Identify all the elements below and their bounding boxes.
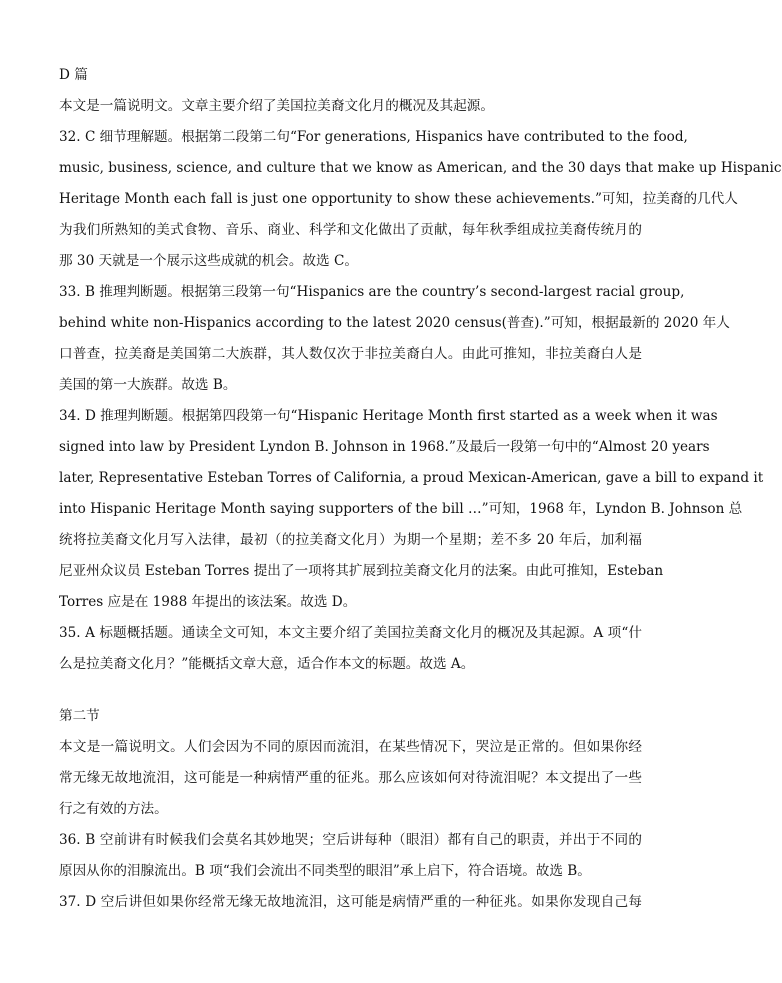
section-d-intro: 本文是一篇说明文。文章主要介绍了美国拉美裔文化月的概况及其起源。 bbox=[59, 98, 494, 114]
section-2-heading: 第二节 bbox=[59, 708, 100, 724]
answer-34-line: into Hispanic Heritage Month saying supporters of the bill …”可知，1968 年，Lyndon B. Johnson 总 bbox=[59, 501, 743, 517]
answer-35-line: 么是拉美裔文化月？”能概括文章大意，适合作本文的标题。故选 A。 bbox=[59, 656, 475, 672]
answer-36-line: 36. B 空前讲有时候我们会莫名其妙地哭；空后讲每种（眼泪）都有自己的职责，并出于不同的 bbox=[59, 832, 642, 848]
answer-32-line: music, business, science, and culture that we know as American, and the 30 days that make up Hispanic bbox=[59, 160, 782, 176]
answer-34-line: 统将拉美裔文化月写入法律，最初（的拉美裔文化月）为期一个星期；差不多 20 年后，加利福 bbox=[59, 532, 642, 548]
answer-34-line: Torres 应是在 1988 年提出的该法案。故选 D。 bbox=[59, 594, 357, 610]
answer-35 bbox=[59, 618, 642, 680]
section-2-intro bbox=[59, 732, 642, 825]
answer-36-line: 原因从你的泪腺流出。B 项“我们会流出不同类型的眼泪”承上启下，符合语境。故选 B。 bbox=[59, 863, 591, 879]
section-2-intro-line: 常无缘无故地流泪，这可能是一种病情严重的征兆。那么应该如何对待流泪呢？本文提出了一些 bbox=[59, 770, 642, 786]
answer-33-line: 33. B 推理判断题。根据第三段第一句“Hispanics are the country’s second-largest racial group, bbox=[59, 284, 685, 300]
answer-34-line: 34. D 推理判断题。根据第四段第一句“Hispanic Heritage Month first started as a week when it was bbox=[59, 408, 718, 424]
answer-34-line: signed into law by President Lyndon B. Johnson in 1968.”及最后一段第一句中的“Almost 20 years bbox=[59, 439, 710, 455]
answer-33-line: 美国的第一大族群。故选 B。 bbox=[59, 377, 237, 393]
answer-32 bbox=[59, 122, 782, 277]
answer-33 bbox=[59, 277, 730, 401]
document-page bbox=[59, 60, 782, 918]
section-2-intro-line: 本文是一篇说明文。人们会因为不同的原因而流泪，在某些情况下，哭泣是正常的。但如果你经 bbox=[59, 739, 642, 755]
answer-32-line: Heritage Month each fall is just one opportunity to show these achievements.”可知，拉美裔的几代人 bbox=[59, 191, 738, 207]
section-2-intro-line: 行之有效的方法。 bbox=[59, 801, 168, 817]
answer-34-line: 尼亚州众议员 Esteban Torres 提出了一项将其扩展到拉美裔文化月的法案。由此可推知，Esteban bbox=[59, 563, 664, 579]
answer-32-line: 那 30 天就是一个展示这些成就的机会。故选 C。 bbox=[59, 253, 358, 269]
section-spacer bbox=[59, 680, 642, 701]
section-d-heading: D 篇 bbox=[59, 67, 88, 83]
answer-34 bbox=[59, 401, 764, 618]
answer-35-line: 35. A 标题概括题。通读全文可知，本文主要介绍了美国拉美裔文化月的概况及其起源。A 项“什 bbox=[59, 625, 642, 641]
answer-36 bbox=[59, 825, 642, 887]
answer-37-line: 37. D 空后讲但如果你经常无缘无故地流泪，这可能是病情严重的一种征兆。如果你发现自己每 bbox=[59, 894, 642, 910]
answer-34-line: later, Representative Esteban Torres of California, a proud Mexican-American, gave a bill to expand it bbox=[59, 470, 764, 486]
answer-32-line: 32. C 细节理解题。根据第二段第二句“For generations, Hispanics have contributed to the food, bbox=[59, 129, 688, 145]
answer-33-line: behind white non-Hispanics according to the latest 2020 census(普查).”可知，根据最新的 2020 年人 bbox=[59, 315, 730, 331]
answer-32-line: 为我们所熟知的美式食物、音乐、商业、科学和文化做出了贡献，每年秋季组成拉美裔传统月的 bbox=[59, 222, 642, 238]
answer-37 bbox=[59, 887, 642, 918]
answer-33-line: 口普查，拉美裔是美国第二大族群，其人数仅次于非拉美裔白人。由此可推知，非拉美裔白人是 bbox=[59, 346, 642, 362]
